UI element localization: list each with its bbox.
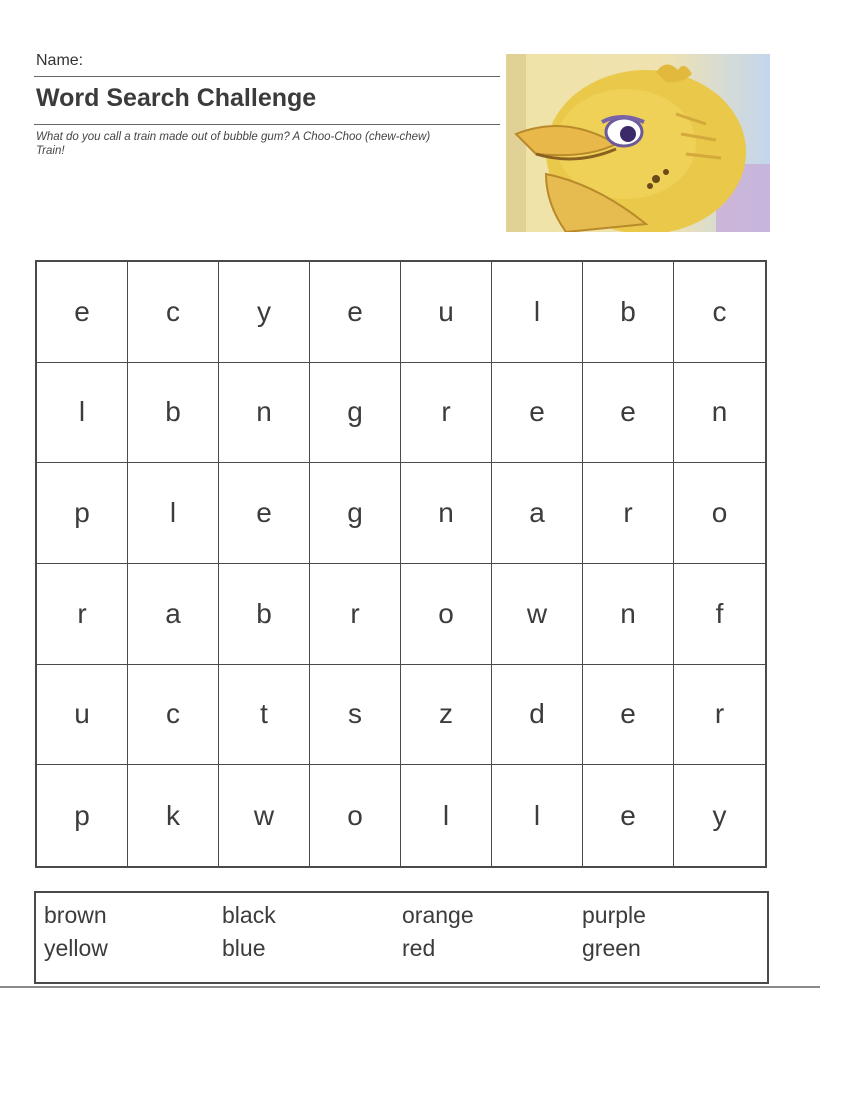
- big-bird-picture: [506, 54, 770, 232]
- word-bank-item: green: [582, 935, 641, 961]
- grid-cell: e: [583, 363, 674, 464]
- grid-cell: r: [674, 665, 765, 766]
- grid-cell: c: [674, 262, 765, 363]
- grid-cell: y: [712, 799, 727, 831]
- grid-cell: e: [219, 463, 310, 564]
- grid-cell: n: [583, 564, 674, 665]
- grid-cell: p: [37, 765, 128, 866]
- name-line: [34, 76, 500, 77]
- grid-cell: u: [37, 665, 128, 766]
- page-bottom-rule: [0, 986, 820, 988]
- grid-cell: n: [219, 363, 310, 464]
- grid-cell: p: [37, 463, 128, 564]
- grid-cell: o: [674, 463, 765, 564]
- grid-cell: g: [310, 363, 401, 464]
- word-bank-item: black: [222, 902, 276, 928]
- grid-cell: a: [128, 564, 219, 665]
- name-label: Name:: [36, 52, 84, 69]
- grid-cell: u: [401, 262, 492, 363]
- title-divider: [34, 124, 500, 125]
- grid-cell: y: [219, 262, 310, 363]
- word-bank-item: orange: [402, 902, 474, 928]
- grid-cell: r: [583, 463, 674, 564]
- word-bank-item: blue: [222, 935, 266, 961]
- grid-cell: l: [492, 765, 583, 866]
- grid-cell: o: [401, 564, 492, 665]
- grid-cell: r: [37, 564, 128, 665]
- grid-cell: e: [37, 262, 128, 363]
- grid-cell: s: [310, 665, 401, 766]
- word-bank-item: yellow: [44, 935, 108, 961]
- grid-cell: n: [401, 463, 492, 564]
- riddle-text: What do you call a train made out of bubble gum? A Choo-Choo (chew-chew) Train!: [36, 131, 431, 157]
- grid-cell: l: [401, 765, 492, 866]
- grid-cell: b: [583, 262, 674, 363]
- letter-grid: [35, 260, 767, 868]
- grid-cell: e: [583, 665, 674, 766]
- word-bank-item: purple: [582, 902, 646, 928]
- grid-cell: c: [128, 262, 219, 363]
- grid-cell: w: [492, 564, 583, 665]
- grid-cell: a: [492, 463, 583, 564]
- grid-cell: l: [37, 363, 128, 464]
- grid-cell: b: [219, 564, 310, 665]
- grid-cell: z: [401, 665, 492, 766]
- grid-cell: e: [492, 363, 583, 464]
- word-bank-item: red: [402, 935, 436, 961]
- grid-cell: k: [128, 765, 219, 866]
- page-title: Word Search Challenge: [36, 84, 317, 112]
- grid-cell: r: [401, 363, 492, 464]
- grid-cell: g: [310, 463, 401, 564]
- grid-cell: o: [310, 765, 401, 866]
- grid-cell: d: [492, 665, 583, 766]
- grid-cell: e: [583, 765, 674, 866]
- grid-cell: c: [128, 665, 219, 766]
- grid-cell: r: [310, 564, 401, 665]
- grid-cell: n: [674, 363, 765, 464]
- grid-cell: l: [492, 262, 583, 363]
- grid-cell: b: [128, 363, 219, 464]
- grid-cell: l: [128, 463, 219, 564]
- grid-cell: w: [219, 765, 310, 866]
- grid-cell: f: [674, 564, 765, 665]
- word-bank: [34, 891, 769, 984]
- grid-cell: e: [310, 262, 401, 363]
- grid-cell: t: [219, 665, 310, 766]
- word-bank-item: brown: [44, 902, 107, 928]
